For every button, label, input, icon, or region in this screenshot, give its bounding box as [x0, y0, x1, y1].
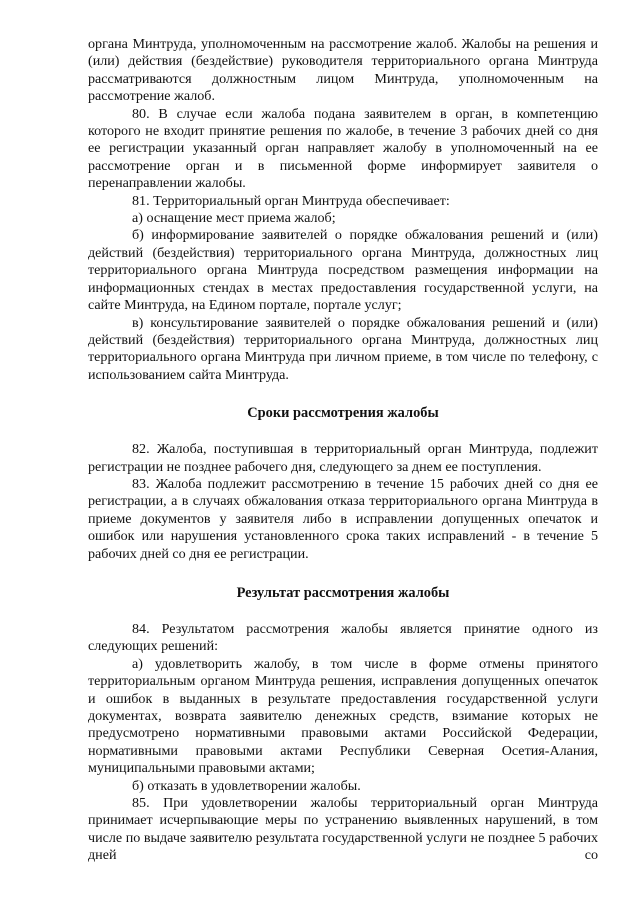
paragraph: 82. Жалоба, поступившая в территориальный орган Минтруда, подлежит регистрации не позднее рабочего дня, следующего за днем ее поступления.: [88, 441, 598, 475]
paragraph: а) удовлетворить жалобу, в том числе в форме отмены принятого территориальным органом Минтруда решения, исправления допущенных опечаток и ошибок в выданных в результате предоставления государственной услуги документах, возврата заявителю денежных средств, взимание которых не предусмотрено нормативными правовыми актами Российской Федерации, нормативными правовыми актами Республики Северная Осетия-Алания, муниципальными правовыми актами;: [88, 655, 598, 777]
paragraph: 85. При удовлетворении жалобы территориальный орган Минтруда принимает исчерпывающие меры по устранению выявленных нарушений, в том числе по выдаче заявителю результата государственной услуги не позднее 5 рабочих дней со: [88, 795, 598, 864]
document-page: [88, 36, 598, 865]
section-heading: Сроки рассмотрения жалобы: [247, 405, 439, 422]
paragraph: б) отказать в удовлетворении жалобы.: [132, 777, 361, 794]
paragraph: а) оснащение мест приема жалоб;: [132, 210, 336, 227]
paragraph: 80. В случае если жалоба подана заявителем в орган, в компетенцию которого не входит принятие решения по жалобе, в течение 3 рабочих дней со дня ее регистрации указанный орган направляет жалобу в уполномоченный на ее рассмотрение орган и в письменной форме информирует заявителя о перенаправлении жалобы.: [88, 105, 598, 192]
paragraph: 83. Жалоба подлежит рассмотрению в течение 15 рабочих дней со дня ее регистрации, а в случаях обжалования отказа территориального органа Минтруда в приеме документов у заявителя либо в исправлении допущенных опечаток и ошибок или нарушения установленного срока таких исправлений - в течение 5 рабочих дней со дня ее регистрации.: [88, 475, 598, 562]
paragraph: б) информирование заявителей о порядке обжалования решений и (или) действий (бездействия) территориального органа Минтруда, должностных лиц территориального органа Минтруда посредством размещения информации на информационных стендах в местах предоставления государственной услуги, на сайте Минтруда, на Едином портале, портале услуг;: [88, 227, 598, 314]
paragraph: органа Минтруда, уполномоченным на рассмотрение жалоб. Жалобы на решения и (или) действия (бездействие) руководителя территориального органа Минтруда рассматриваются должностным лицом Минтруда, уполномоченным на рассмотрение жалоб.: [88, 36, 598, 105]
paragraph: 81. Территориальный орган Минтруда обеспечивает:: [132, 192, 450, 209]
paragraph: 84. Результатом рассмотрения жалобы является принятие одного из следующих решений:: [88, 620, 598, 655]
paragraph: в) консультирование заявителей о порядке обжалования решений и (или) действий (бездействия) территориального органа Минтруда, должностных лиц территориального органа Минтруда при личном приеме, в том числе по телефону, с использованием сайта Минтруда.: [88, 314, 598, 383]
section-heading: Результат рассмотрения жалобы: [236, 584, 450, 601]
